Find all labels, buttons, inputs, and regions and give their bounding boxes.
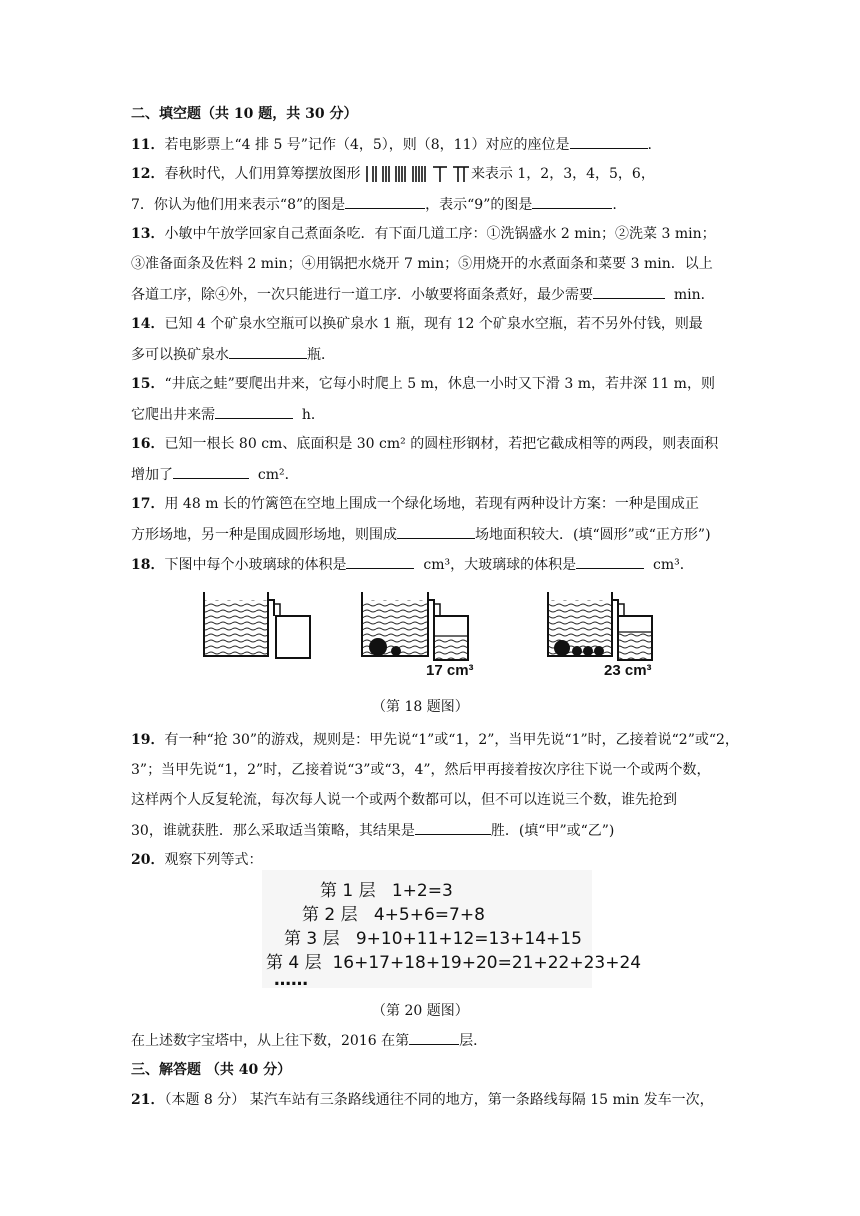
question-number: 17． xyxy=(131,496,165,512)
tank-two-balls xyxy=(362,592,468,660)
counting-rods-figure xyxy=(365,164,471,184)
question-19-line4: 30，谁就获胜．那么采取适当策略，其结果是 胜．(填“甲”或“乙”) xyxy=(131,820,614,841)
question-number: 11． xyxy=(131,137,165,153)
question-19-line2: 3”；当甲先说“1，2”时，乙接着说“3”或“3，4”，然后甲再接着按次序往下说一个或两个数， xyxy=(131,762,711,778)
question-15: 15．“井底之蛙”要爬出井来，它每小时爬上 5 m，休息一小时又下滑 3 m，若井深 11 m，则 xyxy=(131,376,715,392)
answer-blank[interactable] xyxy=(409,1030,459,1045)
large-glass-ball xyxy=(369,638,387,656)
figure-caption-18: （第 18 题图） xyxy=(372,699,469,715)
question-14: 14．已知 4 个矿泉水空瓶可以换矿泉水 1 瓶，现有 12 个矿泉水空瓶，若不另外付钱，则最 xyxy=(131,316,703,332)
answer-blank[interactable] xyxy=(346,554,414,569)
question-16: 16．已知一根长 80 cm、底面积是 30 cm² 的圆柱形钢材，若把它截成相等的两段，则表面积 xyxy=(131,436,719,452)
tank-label-17: 17 cm³ xyxy=(426,662,474,679)
section-title-solve: 三、解答题 （共 40 分） xyxy=(131,1062,292,1078)
small-glass-ball xyxy=(391,646,401,656)
answer-blank[interactable] xyxy=(229,344,307,359)
question-text: 春秋时代，人们用算筹摆放图形 xyxy=(164,166,361,182)
pyramid-row-2: 第 2 层 4+5+6=7+8 xyxy=(302,905,485,925)
question-number: 15． xyxy=(131,376,165,392)
answer-blank[interactable] xyxy=(593,284,665,299)
answer-blank[interactable] xyxy=(345,194,425,209)
large-glass-ball xyxy=(554,640,570,656)
pyramid-row-1: 第 1 层 1+2=3 xyxy=(320,881,453,901)
tank-four-balls xyxy=(548,592,652,660)
figure-caption-20: （第 20 题图） xyxy=(372,1003,469,1019)
question-number: 12． xyxy=(131,166,165,182)
answer-blank[interactable] xyxy=(173,464,249,479)
question-number: 14． xyxy=(131,316,165,332)
question-19: 19．有一种“抢 30”的游戏，规则是：甲先说“1”或“1，2”，当甲先说“1”时，乙接着说“2”或“2， xyxy=(131,732,739,748)
question-19-line3: 这样两个人反复轮流，每次每人说一个或两个数都可以，但不可以连说三个数，谁先抢到 xyxy=(131,792,677,808)
answer-blank[interactable] xyxy=(532,194,612,209)
question-17-line2: 方形场地，另一种是围成圆形场地，则围成 场地面积较大．(填“圆形”或“正方形”) xyxy=(131,524,711,545)
small-glass-ball xyxy=(594,646,604,656)
question-11: 11．若电影票上“4 排 5 号”记作（4，5），则（8，11）对应的座位是 . xyxy=(131,134,652,155)
question-number: 13． xyxy=(131,226,165,242)
question-number: 19． xyxy=(131,732,165,748)
question-16-line2: 增加了 cm²． xyxy=(131,464,299,485)
tank-empty-beaker xyxy=(204,592,310,658)
answer-blank[interactable] xyxy=(576,554,644,569)
question-number: 21． xyxy=(131,1092,165,1108)
pyramid-row-3: 第 3 层 9+10+11+12=13+14+15 xyxy=(284,929,582,949)
question-number: 20． xyxy=(131,852,165,868)
small-glass-ball xyxy=(583,646,593,656)
pyramid-ellipsis: …… xyxy=(274,970,308,990)
answer-blank[interactable] xyxy=(415,820,491,835)
question-17: 17．用 48 m 长的竹篱笆在空地上围成一个绿化场地，若现有两种设计方案：一种是围成正 xyxy=(131,496,699,512)
question-20-ask: 在上述数字宝塔中，从上往下数，2016 在第 层． xyxy=(131,1030,487,1051)
tank-label-23: 23 cm³ xyxy=(604,662,652,679)
question-text: 若电影票上“4 排 5 号”记作（4，5），则（8，11）对应的座位是 xyxy=(164,137,570,153)
question-text: 来表示 1，2，3，4，5，6， xyxy=(470,166,655,182)
question-18: 18．下图中每个小玻璃球的体积是 cm³，大玻璃球的体积是 cm³． xyxy=(131,554,694,575)
question-number: 16． xyxy=(131,436,165,452)
pyramid-row-4: 第 4 层 16+17+18+19+20=21+22+23+24 xyxy=(266,953,642,973)
question-13-line3: 各道工序，除④外，一次只能进行一道工序．小敏要将面条煮好，最少需要 min． xyxy=(131,284,715,305)
small-glass-ball xyxy=(572,646,582,656)
question-12 xyxy=(131,164,655,184)
answer-blank[interactable] xyxy=(215,404,293,419)
answer-blank[interactable] xyxy=(570,134,648,149)
question-21: 21．（本题 8 分） 某汽车站有三条路线通往不同的地方，第一条路线每隔 15 min 发车一次， xyxy=(131,1092,714,1108)
question-number: 18． xyxy=(131,557,165,573)
question-12-line2: 7．你认为他们用来表示“8”的图是 ，表示“9”的图是 . xyxy=(131,194,617,215)
question-15-line2: 它爬出井来需 h． xyxy=(131,404,325,425)
section-title-fill-in: 二、填空题（共 10 题，共 30 分） xyxy=(131,106,358,122)
question-13-line2: ③准备面条及佐料 2 min；④用锅把水烧开 7 min；⑤用烧开的水煮面条和菜要 3 min．以上 xyxy=(131,256,713,272)
answer-blank[interactable] xyxy=(397,524,475,539)
question-20: 20．观察下列等式： xyxy=(131,852,263,868)
question-14-line2: 多可以换矿泉水 瓶． xyxy=(131,344,335,365)
question-13: 13．小敏中午放学回家自己煮面条吃．有下面几道工序：①洗锅盛水 2 min；②洗菜 3 min； xyxy=(131,226,716,242)
